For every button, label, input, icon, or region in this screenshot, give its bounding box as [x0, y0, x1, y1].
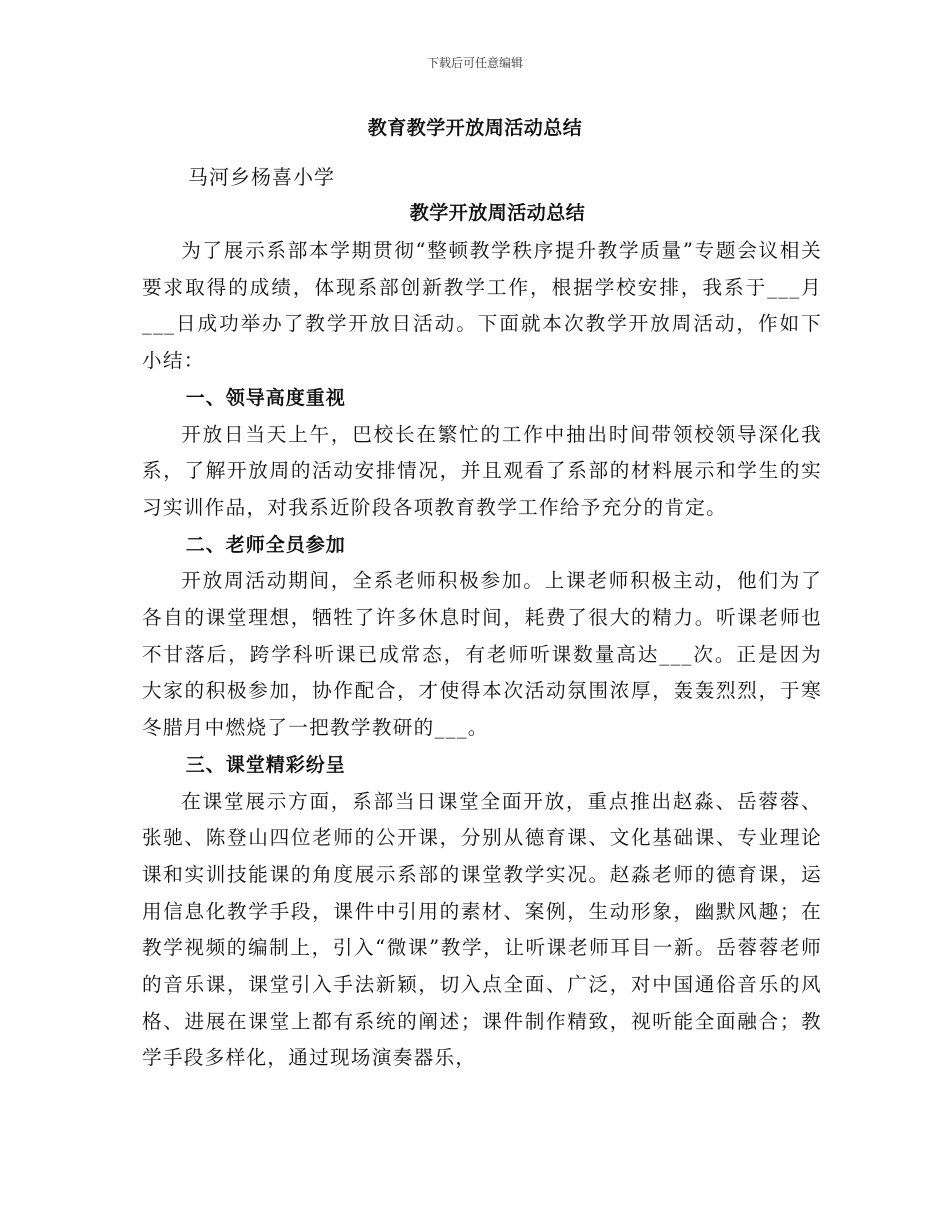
intro-paragraph: 为了展示系部本学期贯彻“整顿教学秩序提升教学质量”专题会议相关要求取得的成绩，体现系部创新教学工作，根据学校安排，我系于___月___日成功举办了教学开放日活动。下面就本次教学开放周活动，作如下小结：	[142, 239, 822, 373]
page-header-note: 下载后可任意编辑	[426, 56, 523, 70]
document-title: 教育教学开放周活动总结	[367, 117, 583, 139]
section-heading-classroom: 三、课堂精彩纷呈	[185, 753, 346, 776]
section-paragraph-leadership: 开放日当天上午，巴校长在繁忙的工作中抽出时间带领校领导深化我系，了解开放周的活动安排情况，并且观看了系部的材料展示和学生的实习实训作品，对我系近阶段各项教育教学工作给予充分的肯定。	[142, 422, 822, 519]
section-paragraph-teachers: 开放周活动期间，全系老师积极参加。上课老师积极主动，他们为了各自的课堂理想，牺牲了许多休息时间，耗费了很大的精力。听课老师也不甘落后，跨学科听课已成常态，有老师听课数量高达___次。正是因为大家的积极参加，协作配合，才使得本次活动氛围浓厚，轰轰烈烈，于寒冬腊月中燃烧了一把教学教研的___。	[142, 569, 822, 740]
section-heading-teachers: 二、老师全员参加	[185, 533, 346, 556]
document-body	[142, 233, 822, 1077]
school-name: 马河乡杨喜小学	[188, 165, 335, 189]
document-subtitle: 教学开放周活动总结	[409, 202, 586, 224]
section-heading-leadership: 一、领导高度重视	[185, 386, 346, 409]
section-paragraph-classroom: 在课堂展示方面，系部当日课堂全面开放，重点推出赵淼、岳蓉蓉、张驰、陈登山四位老师的公开课，分别从德育课、文化基础课、专业理论课和实训技能课的角度展示系部的课堂教学实况。赵淼老师的德育课，运用信息化教学手段，课件中引用的素材、案例，生动形象，幽默风趣；在教学视频的编制上，引入“微课”教学，让听课老师耳目一新。岳蓉蓉老师的音乐课，课堂引入手法新颖，切入点全面、广泛，对中国通俗音乐的风格、进展在课堂上都有系统的阐述；课件制作精致，视听能全面融合；教学手段多样化，通过现场演奏器乐，	[142, 789, 822, 1070]
